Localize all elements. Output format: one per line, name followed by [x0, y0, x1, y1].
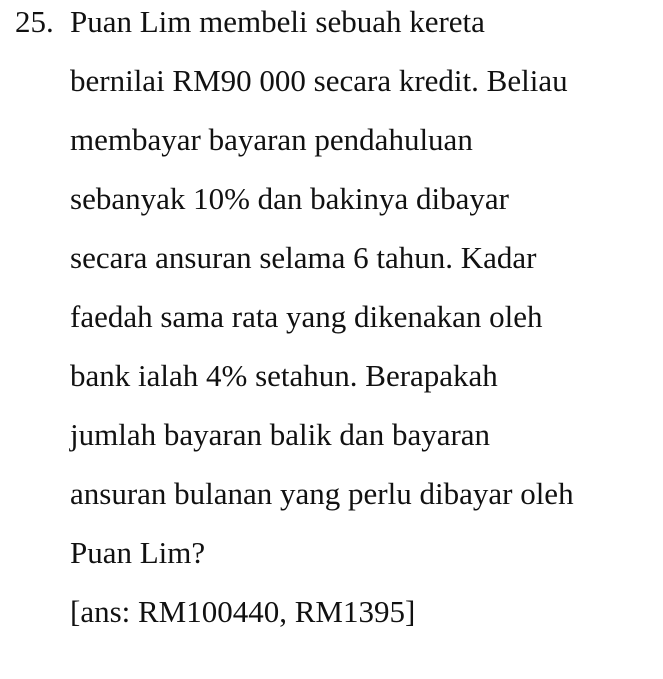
- question-line: faedah sama rata yang dikenakan oleh: [70, 299, 543, 334]
- question-line: secara ansuran selama 6 tahun. Kadar: [70, 240, 537, 275]
- question-line: ansuran bulanan yang perlu dibayar oleh: [70, 476, 574, 511]
- question-text: [70, 2, 574, 651]
- question-number: 25.: [15, 4, 54, 39]
- question-line: Puan Lim?: [70, 535, 206, 570]
- question-line: jumlah bayaran balik dan bayaran: [70, 417, 491, 452]
- question-line: membayar bayaran pendahuluan: [70, 122, 473, 157]
- question-line: bank ialah 4% setahun. Berapakah: [70, 358, 498, 393]
- question-line: sebanyak 10% dan bakinya dibayar: [70, 181, 510, 216]
- question-line: Puan Lim membeli sebuah kereta: [70, 4, 485, 39]
- question-line: bernilai RM90 000 secara kredit. Beliau: [70, 63, 568, 98]
- answer-line: [ans: RM100440, RM1395]: [70, 594, 416, 629]
